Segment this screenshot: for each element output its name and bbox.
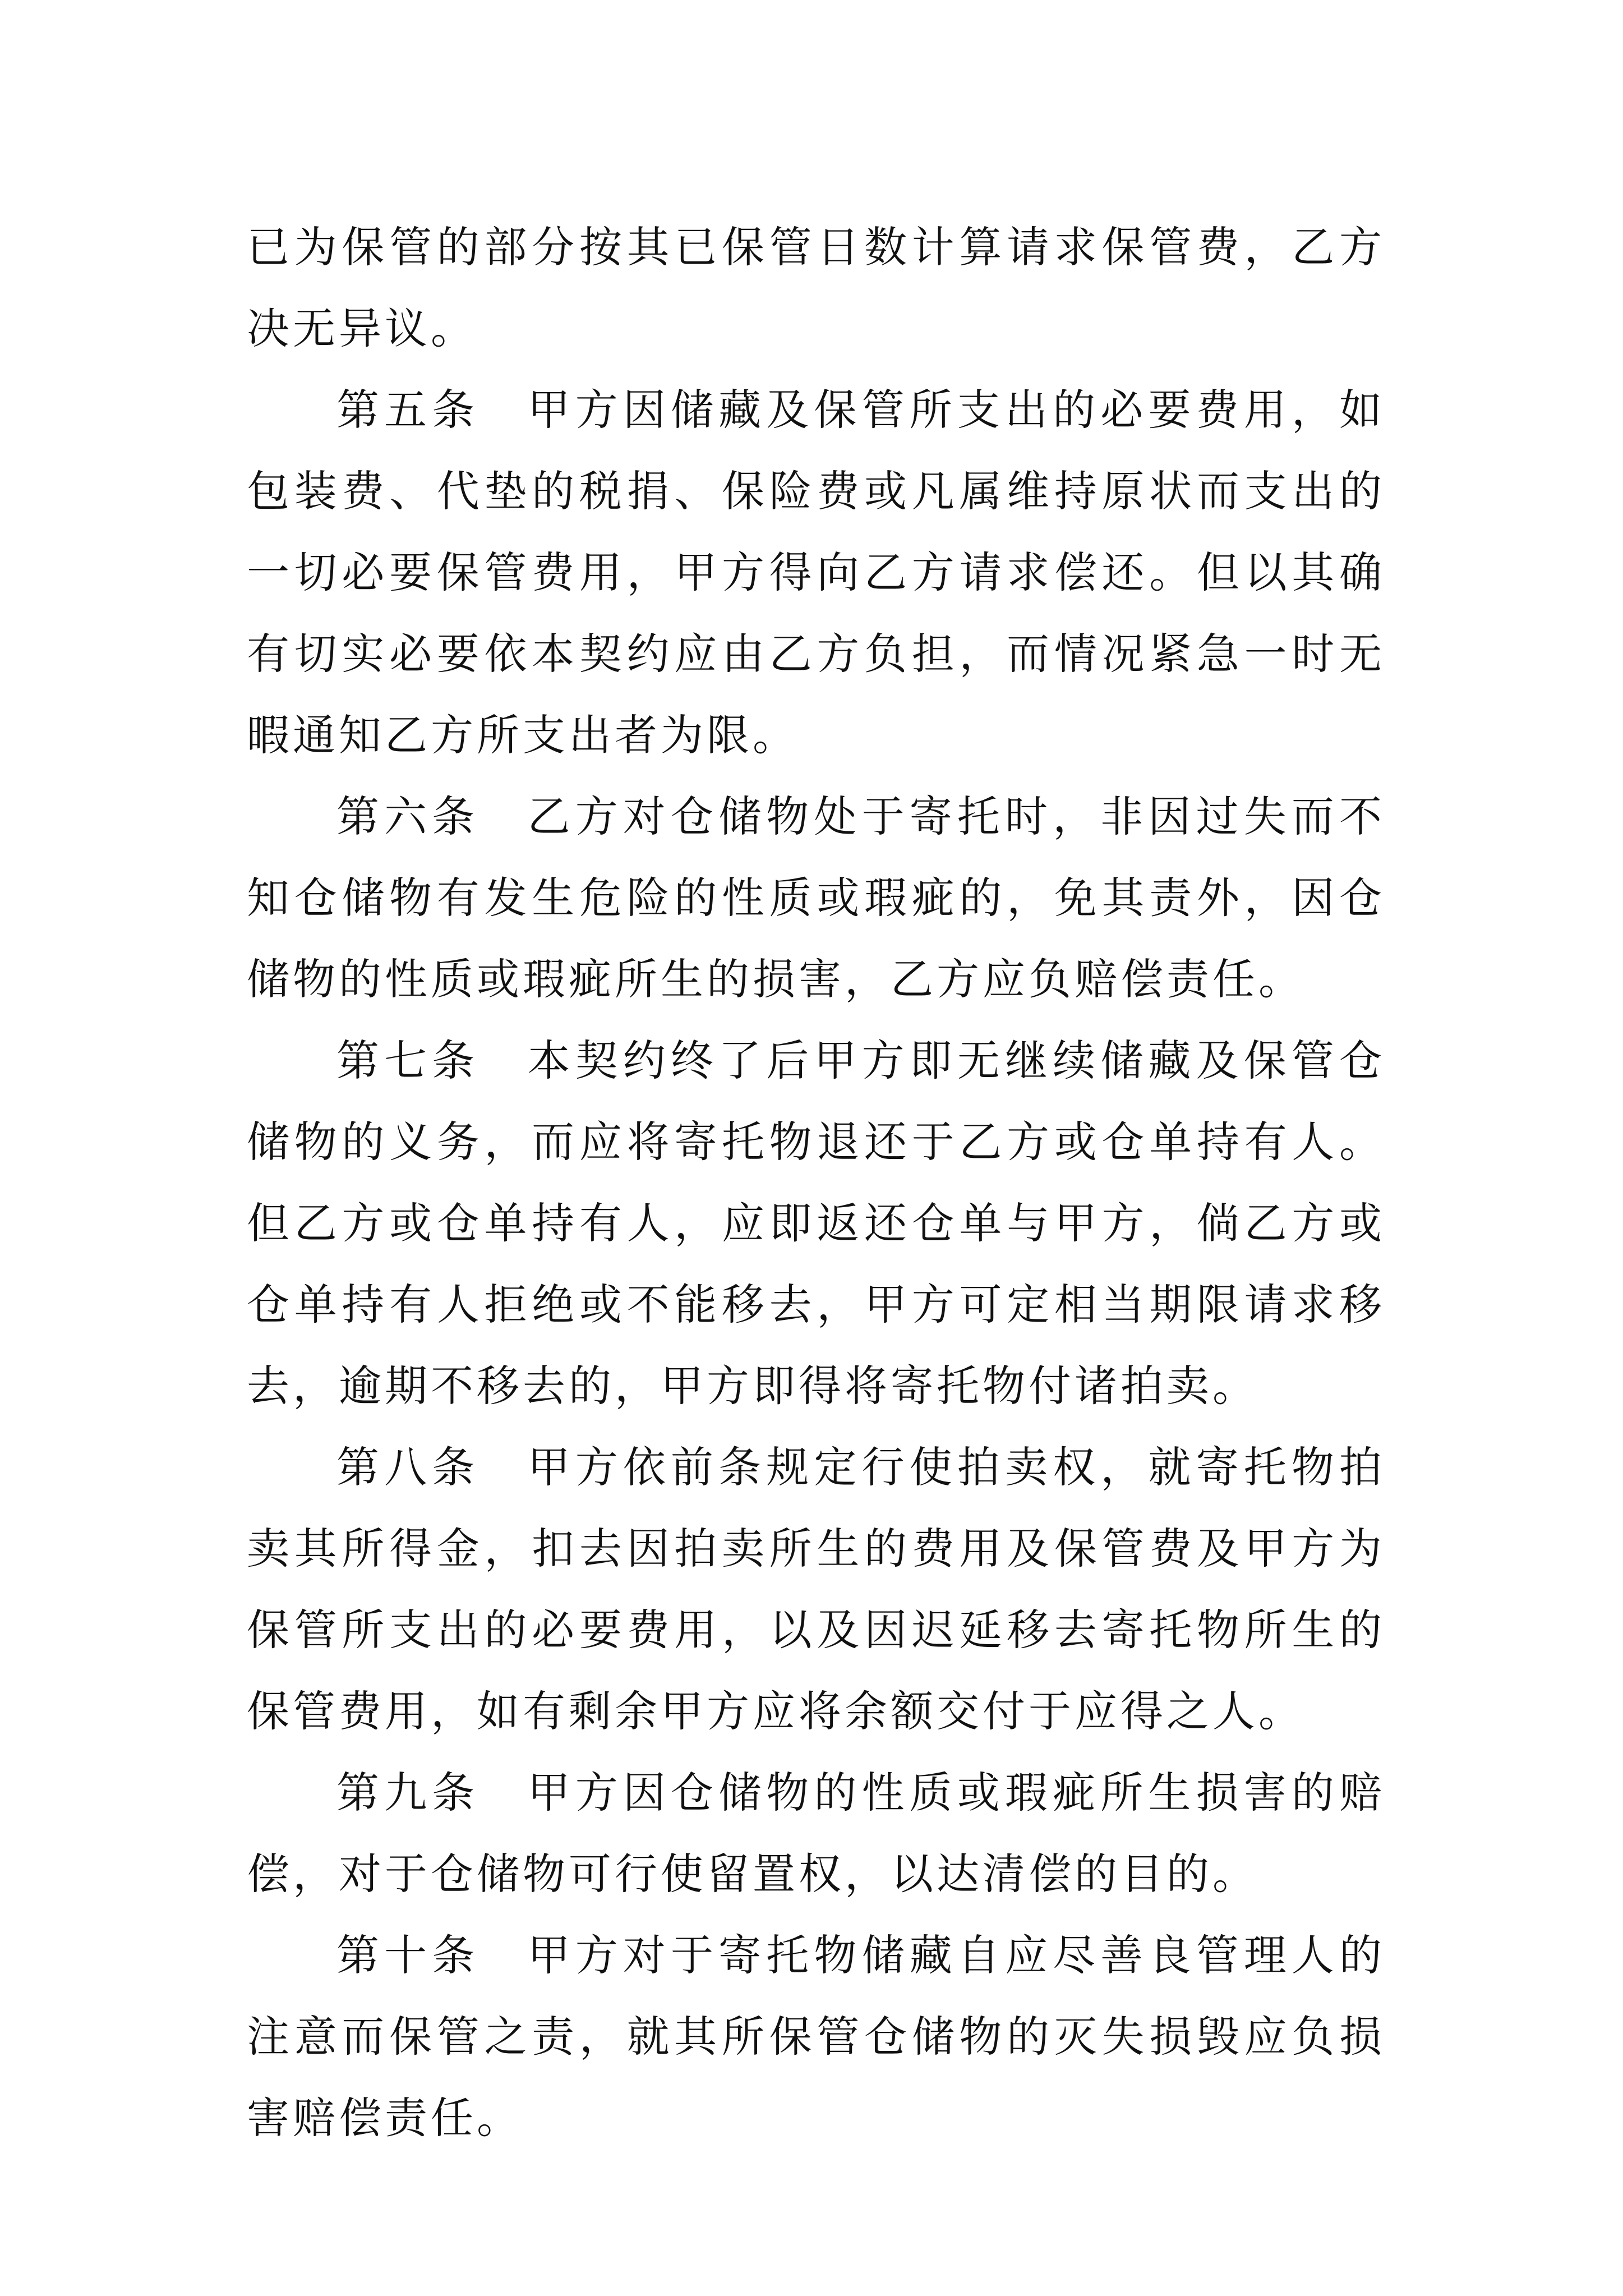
article-9: 第九条 甲方因仓储物的性质或瑕疵所生损害的赔偿，对于仓储物可行使留置权，以达清偿的目的。 [247, 1768, 1385, 1899]
article-8: 第八条 甲方依前条规定行使拍卖权，就寄托物拍卖其所得金，扣去因拍卖所生的费用及保管费及甲方为保管所支出的必要费用，以及因迟延移去寄托物所生的保管费用，如有剩余甲方应将余额交付于应得之人。 [247, 1442, 1385, 1736]
article-5: 第五条 甲方因储藏及保管所支出的必要费用，如包装费、代垫的税捐、保险费或凡属维持原状而支出的一切必要保管费用，甲方得向乙方请求偿还。但以其确有切实必要依本契约应由乙方负担，而情况紧急一时无暇通知乙方所支出者为限。 [247, 385, 1385, 760]
document-body [247, 206, 1385, 2159]
article-7: 第七条 本契约终了后甲方即无继续储藏及保管仓储物的义务，而应将寄托物退还于乙方或仓单持有人。但乙方或仓单持有人，应即返还仓单与甲方，倘乙方或仓单持有人拒绝或不能移去，甲方可定相当期限请求移去，逾期不移去的，甲方即得将寄托物付诸拍卖。 [247, 1036, 1385, 1411]
paragraph-continuation: 已为保管的部分按其已保管日数计算请求保管费，乙方决无异议。 [247, 222, 1385, 353]
article-10: 第十条 甲方对于寄托物储藏自应尽善良管理人的注意而保管之责，就其所保管仓储物的灭失损毁应负损害赔偿责任。 [247, 1930, 1385, 2143]
article-6: 第六条 乙方对仓储物处于寄托时，非因过失而不知仓储物有发生危险的性质或瑕疵的，免其责外，因仓储物的性质或瑕疵所生的损害，乙方应负赔偿责任。 [247, 792, 1385, 1004]
